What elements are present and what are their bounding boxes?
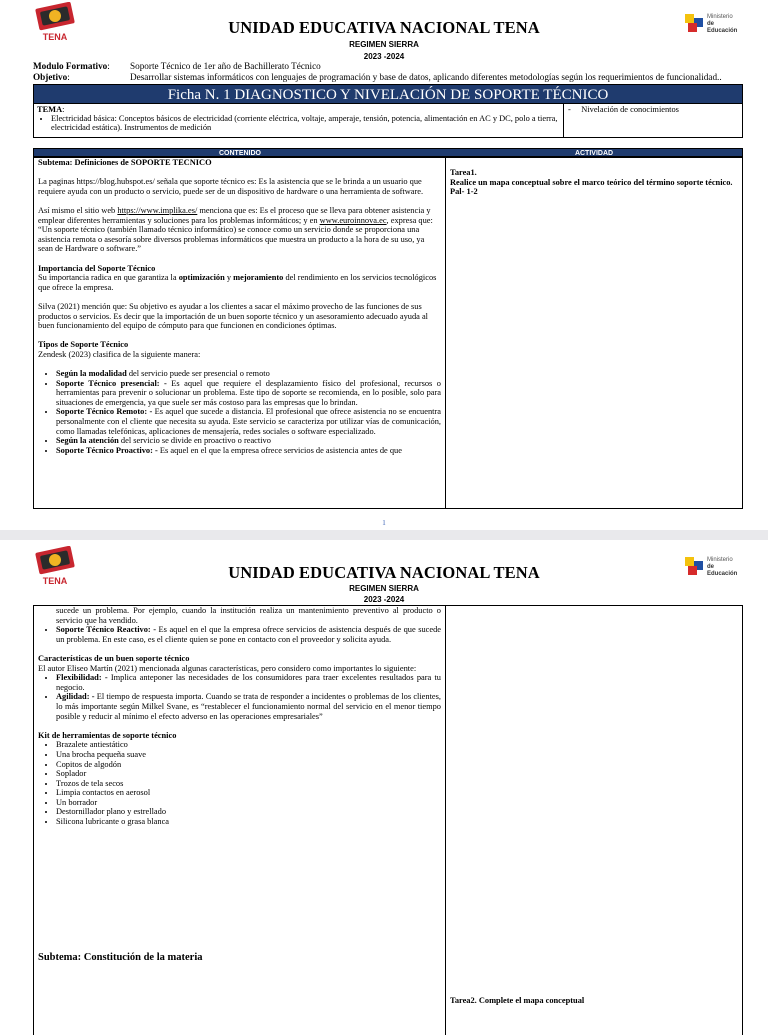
list-item: • Soporte Técnico Remoto: - Es aquel que sucede a distancia. El profesional que ofrece asistencia no se encuentra personalmente con el cliente que necesita su ayuda. Este servicio se caracteriza por utilizar vías de comunicación, como llamadas telefónicas, aplicaciones de mensajería, redes sociales o software especializado.	[56, 407, 441, 436]
logo-text: TENA	[42, 576, 68, 586]
subtema-title: Subtema: Definiciones de SOPORTE TECNICO	[38, 158, 212, 167]
tema-right-item: Nivelación de conocimientos	[581, 105, 679, 114]
importancia-title: Importancia del Soporte Técnico	[38, 263, 156, 273]
list-item: • Soporte Técnico Proactivo: - Es aquel en el que la empresa ofrece servicios de asistencia antes de que	[56, 446, 441, 456]
header-contenido: CONTENIDO	[219, 150, 261, 157]
logo-text: TENA	[42, 32, 68, 42]
table-header	[33, 148, 743, 157]
list-item: • Flexibilidad: - Implica anteponer las necesidades de los consumidores para traer excelentes resultados para tu negocio.	[56, 673, 441, 692]
ministry-line2: de Educación	[707, 564, 738, 577]
paragraph-hubspot: La paginas https://blog.hubspot.es/ señala que soporte técnico es: Es la asistencia que se le brinda a un usuario que requiere ayuda con un producto o servicio, puede ser de un dispositivo de hardware o una herramienta de software.	[38, 177, 424, 196]
list-item: • Un borrador	[56, 798, 441, 808]
regime: REGIMEN SIERRA	[349, 584, 419, 593]
list-item: • Trozos de tela secos	[56, 779, 441, 789]
paragraph-implika: Así mismo el sitio web https://www.implika.es/ menciona que es: Es el proceso que se lleva para obtener asistencia y emplear diferentes herramientas y soluciones para los problemas informáticos; y en www.euroinnova.ec, expresa que: “Un soporte técnico (también llamado técnico informático) se conoce como un servicio donde se proporciona una asistencia remota o asesoría sobre diversos problemas informáticos que muestra un producto a la hora de su uso, ya sean de Hardware o software.”	[38, 205, 433, 254]
tipos-title: Tipos de Soporte Técnico	[38, 340, 129, 350]
caracteristicas-intro: El autor Eliseo Martín (2021) mencionada algunas características, pero considero como importantes lo siguiente:	[38, 663, 417, 673]
school-year: 2023 -2024	[363, 595, 405, 604]
modulo-row: Modulo Formativo: Soporte Técnico de 1er año de Bachillerato Técnico	[33, 61, 321, 71]
list-item: • Brazalete antiestático	[56, 740, 441, 750]
ministry-line1: Ministerio	[707, 557, 733, 563]
page-gap	[0, 530, 768, 540]
content-table-page2	[33, 605, 743, 1035]
objetivo-value: Desarrollar sistemas informáticos con lenguajes de programación y base de datos, aplicando diferentes metodologías según los requerimientos de funcionalidad..	[130, 72, 722, 82]
tema-item: • Electricidad básica: Conceptos básicos de electricidad (corriente eléctrica, voltaje, amperaje, tensión, potencia, alimentación en AC y DC, polo a tierra, electricidad estática). Instrumentos de medición	[51, 114, 560, 132]
list-item: • Agilidad: - El tiempo de respuesta importa. Cuando se trata de responder a incidentes o problemas de los clientes, lo más importante según Milkel Svane, es “restablecer el funcionamiento normal del servicio en el menor tiempo posible y reducir al mínimo el efecto adverso en las operaciones empresariales”	[56, 692, 441, 721]
regime: REGIMEN SIERRA	[349, 40, 419, 49]
header-actividad: ACTIVIDAD	[574, 150, 614, 157]
list-item: • Según la modalidad del servicio puede ser presencial o remoto	[56, 369, 441, 379]
school-name: UNIDAD EDUCATIVA NACIONAL TENA	[228, 563, 540, 582]
list-item: • Una brocha pequeña suave	[56, 750, 441, 760]
tipos-intro: Zendesk (2023) clasifica de la siguiente manera:	[38, 349, 201, 359]
ministry-line2: de Educación	[707, 21, 738, 34]
subtema2-title: Subtema: Constitución de la materia	[38, 952, 203, 963]
modulo-label: Modulo Formativo	[33, 61, 108, 71]
objetivo-label: Objetivo	[33, 72, 68, 82]
modulo-value: Soporte Técnico de 1er año de Bachillerato Técnico	[130, 61, 321, 71]
list-item: • Soporte Técnico Reactivo: - Es aquel en el que la empresa ofrece servicios de asistencia después de que sucede un problema. En este caso, es el cliente quien se pone en contacto con el proveedor y solicita ayuda.	[56, 625, 441, 644]
page-number: 1	[382, 519, 386, 527]
continued-text: sucede un problema. Por ejemplo, cuando la institución realiza un mantenimiento preventivo al producto o servicio que ha vendido.	[56, 606, 441, 625]
list-item: • Copitos de algodón	[56, 760, 441, 770]
tarea1-title: Tarea1.	[450, 168, 477, 177]
tema-label: TEMA	[37, 105, 63, 114]
contenido-column	[34, 158, 446, 508]
tarea1-text: Realice un mapa conceptual sobre el marco teórico del término soporte técnico. Pal- 1-2	[450, 177, 733, 197]
paragraph-silva: Silva (2021) mención que: Su objetivo es ayudar a los clientes a sacar el máximo provecho de las funciones de sus productos o servicios. Es decir que la importación de un buen soporte técnico y un asesoramiento adecuado ayuda al buen funcionamiento del equipo de cómputo para que funcionen en condiciones óptimas.	[38, 301, 429, 331]
list-item: • Soporte Técnico presencial: - Es aquel que requiere el desplazamiento físico del profesional, recursos o herramientas para prevenir o solucionar un problema. Este tipo de soporte se recomienda, en lo posible, solo para situaciones de emergencia, ya que suele ser más costoso para las empresas que lo brindan.	[56, 379, 441, 408]
school-year: 2023 -2024	[363, 52, 405, 61]
list-item: • Limpia contactos en aerosol	[56, 788, 441, 798]
ficha-banner: Ficha N. 1 DIAGNOSTICO Y NIVELACIÓN DE SOPORTE TÉCNICO	[33, 84, 743, 104]
kit-list	[38, 740, 441, 826]
ministry-line1: Ministerio	[707, 14, 733, 20]
importancia-text: Su importancia radica en que garantiza la optimización y mejoramiento del rendimiento en los servicios tecnológicos que ofrece la empresa.	[38, 273, 437, 292]
actividad-column	[446, 606, 742, 1035]
list-item: • Soplador	[56, 769, 441, 779]
school-name: UNIDAD EDUCATIVA NACIONAL TENA	[228, 18, 540, 37]
contenido-column	[34, 606, 446, 1035]
link-euroinnova[interactable]: www.euroinnova.ec	[319, 215, 387, 225]
objetivo-row: Objetivo: Desarrollar sistemas informáticos con lenguajes de programación y base de datos, aplicando diferentes metodologías según los requerimientos de funcionalidad..	[33, 72, 722, 82]
tema-box: TEMA: • Electricidad básica: Conceptos básicos de electricidad (corriente eléctrica, voltaje, amperaje, tensión, potencia, alimentación en AC y DC, polo a tierra, electricidad estática). Instrumentos de medición - Nivelación de conocimientos	[33, 104, 743, 138]
list-item: • Silicona lubricante o grasa blanca	[56, 817, 441, 827]
kit-title: Kit de herramientas de soporte técnico	[38, 730, 177, 740]
list-item: • Según la atención del servicio se divide en proactivo o reactivo	[56, 436, 441, 446]
actividad-column	[446, 158, 742, 508]
tarea2-text: Tarea2. Complete el mapa conceptual	[450, 996, 585, 1005]
content-table-page1	[33, 157, 743, 509]
link-implika[interactable]: https://www.implika.es/	[117, 205, 198, 215]
caracteristicas-title: Características de un buen soporte técnico	[38, 653, 190, 663]
document-page-2	[0, 540, 768, 1024]
list-item: • Destornillador plano y estrellado	[56, 807, 441, 817]
tipos-list	[38, 369, 441, 455]
